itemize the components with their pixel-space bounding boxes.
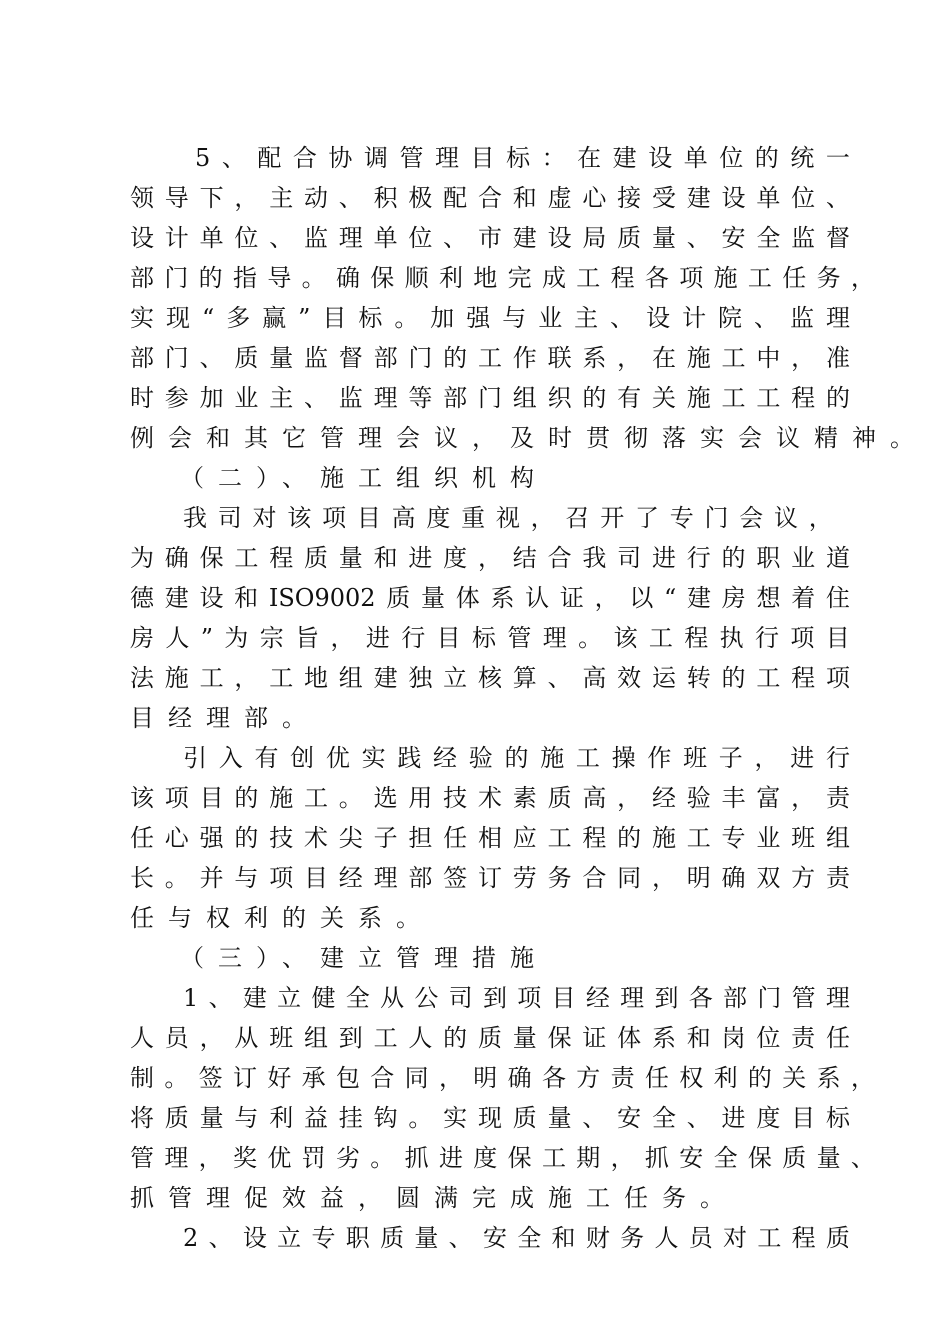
text-line: 管 理 ， 奖 优 罚 劣 。 抓 进 度 保 工 期 ， 抓 安 全 保 质 量 、	[130, 1144, 875, 1172]
text-line: 领 导 下 ， 主 动 、 积 极 配 合 和 虚 心 接 受 建 设 单 位 、	[130, 184, 850, 212]
text-line: 部 门 的 指 导 。 确 保 顺 利 地 完 成 工 程 各 项 施 工 任 务 ，	[130, 264, 875, 292]
text-line: 引 入 有 创 优 实 践 经 验 的 施 工 操 作 班 子 ， 进 行	[183, 744, 850, 772]
text-line: 我 司 对 该 项 目 高 度 重 视 ， 召 开 了 专 门 会 议 ，	[183, 504, 833, 532]
section-heading: （二）、施工组织机构	[180, 464, 548, 492]
text-line: 德 建 设 和 ISO9002 质 量 体 系 认 证 ， 以 “ 建 房 想 着 住	[130, 584, 850, 612]
text-line: 任与权利的关系。	[130, 904, 434, 932]
text-line: 法 施 工 ， 工 地 组 建 独 立 核 算 、 高 效 运 转 的 工 程 项	[130, 664, 850, 692]
text-line: 制 。 签 订 好 承 包 合 同 ， 明 确 各 方 责 任 权 利 的 关 系 ，	[130, 1064, 875, 1092]
text-line: 1 、 建 立 健 全 从 公 司 到 项 目 经 理 到 各 部 门 管 理	[183, 984, 850, 1012]
text-line: 该 项 目 的 施 工 。 选 用 技 术 素 质 高 ， 经 验 丰 富 ， 责	[130, 784, 850, 812]
text-line: 人 员 ， 从 班 组 到 工 人 的 质 量 保 证 体 系 和 岗 位 责 任	[130, 1024, 850, 1052]
text-line: 房 人 ” 为 宗 旨 ， 进 行 目 标 管 理 。 该 工 程 执 行 项 目	[130, 624, 850, 652]
text-line: 长 。 并 与 项 目 经 理 部 签 订 劳 务 合 同 ， 明 确 双 方 责	[130, 864, 850, 892]
text-line: 实 现 “ 多 赢 ” 目 标 。 加 强 与 业 主 、 设 计 院 、 监 理	[130, 304, 850, 332]
text-line: 5 、 配 合 协 调 管 理 目 标 ： 在 建 设 单 位 的 统 一	[195, 144, 850, 172]
text-line: 目经理部。	[130, 704, 320, 732]
text-line: 为 确 保 工 程 质 量 和 进 度 ， 结 合 我 司 进 行 的 职 业 道	[130, 544, 850, 572]
text-line: 部 门 、 质 量 监 督 部 门 的 工 作 联 系 ， 在 施 工 中 ， 准	[130, 344, 850, 372]
text-line: 任 心 强 的 技 术 尖 子 担 任 相 应 工 程 的 施 工 专 业 班 组	[130, 824, 850, 852]
text-line: 抓管理促效益，圆满完成施工任务。	[130, 1184, 738, 1212]
section-heading: （三）、建立管理措施	[180, 944, 548, 972]
text-line: 设 计 单 位 、 监 理 单 位 、 市 建 设 局 质 量 、 安 全 监 督	[130, 224, 850, 252]
text-line: 将 质 量 与 利 益 挂 钩 。 实 现 质 量 、 安 全 、 进 度 目 标	[130, 1104, 850, 1132]
text-line: 例会和其它管理会议，及时贯彻落实会议精神。	[130, 424, 928, 452]
text-line: 2 、 设 立 专 职 质 量 、 安 全 和 财 务 人 员 对 工 程 质	[183, 1224, 850, 1252]
text-line: 时 参 加 业 主 、 监 理 等 部 门 组 织 的 有 关 施 工 工 程 的	[130, 384, 850, 412]
